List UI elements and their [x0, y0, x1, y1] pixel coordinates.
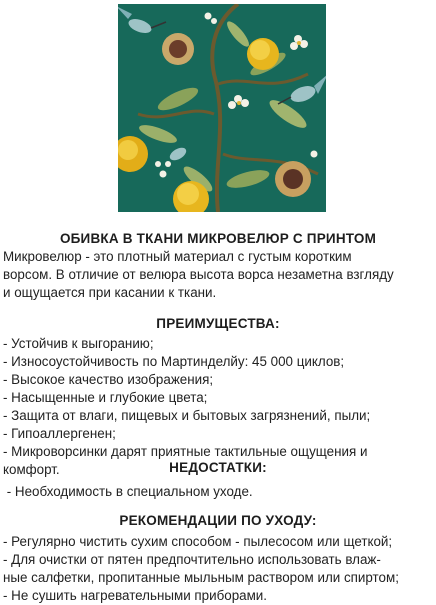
- intro-line: и ощущается при касании к ткани.: [3, 285, 217, 300]
- list-item: - Регулярно чистить сухим способом - пылесосом или щеткой;: [3, 534, 393, 549]
- care-heading: РЕКОМЕНДАЦИИ ПО УХОДУ:: [119, 513, 317, 528]
- intro-paragraph: [3, 248, 435, 302]
- intro-line: ворсом. В отличие от велюра высота ворса незаметна взгляду: [3, 267, 394, 282]
- fabric-pattern-image: [118, 4, 326, 212]
- list-item: - Защита от влаги, пищевых и бытовых загрязнений, пыли;: [3, 408, 371, 423]
- disadvantages-heading: НЕДОСТАТКИ:: [169, 460, 267, 475]
- disadvantages-list: [3, 483, 435, 501]
- list-item: - Гипоаллергенен;: [3, 426, 116, 441]
- advantages-heading: ПРЕИМУЩЕСТВА:: [156, 316, 280, 331]
- list-item: - Износоустойчивость по Мартинделйу: 45 000 циклов;: [3, 354, 345, 369]
- list-item: - Высокое качество изображения;: [3, 372, 214, 387]
- list-item: - Насыщенные и глубокие цвета;: [3, 390, 208, 405]
- list-item: - Для очистки от пятен предпочтительно использовать влаж-: [3, 552, 381, 567]
- advantages-list: [3, 335, 435, 479]
- list-item: ные салфетки, пропитанные мыльным раствором или спиртом;: [3, 570, 399, 585]
- care-list: [3, 533, 435, 605]
- section-title: ОБИВКА В ТКАНИ МИКРОВЕЛЮР С ПРИНТОМ: [59, 231, 377, 246]
- list-item: - Микроворсинки дарят приятные тактильные ощущения и: [3, 444, 368, 459]
- list-item: - Необходимость в специальном уходе.: [3, 484, 253, 499]
- list-item: - Не сушить нагревательными приборами.: [3, 588, 267, 603]
- list-item: комфорт.: [3, 462, 60, 477]
- intro-line: Микровелюр - это плотный материал с густым коротким: [3, 249, 352, 264]
- list-item: - Устойчив к выгоранию;: [3, 336, 154, 351]
